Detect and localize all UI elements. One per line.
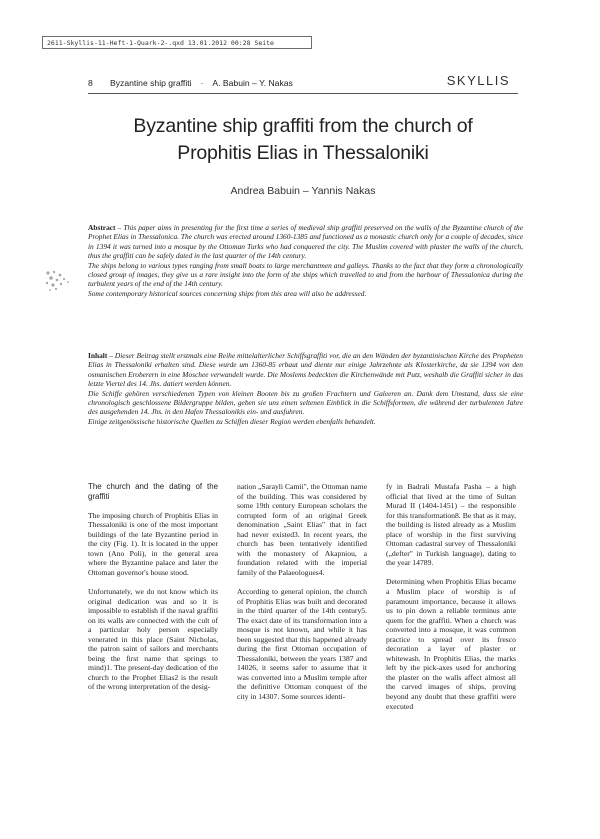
body-column-2 [237,482,367,711]
inhalt-block [88,351,523,426]
title-line-2: Prophitis Elias in Thessaloniki [177,142,429,164]
col2-paragraph-2: According to general opinion, the church of Prophitis Elias was built and decorated in the third quarter of the 14th century5. The exact date of its transformation into a mosque is not known, and while it has been suggested that this happened already during the first Ottoman occupation of Thessaloniki, between the years 1387 and 14026, it seems safer to assume that it was converted into a Muslim temple after the definitive Ottoman conquest of the city in 14307. Some sources identi- [237,586,367,701]
abstract-block [88,223,523,298]
title-line-1: Byzantine ship graffiti from the church of [133,115,473,137]
page-number: 8 [88,78,93,88]
inhalt-text-3: Einige zeitgenössische historische Quellen zu Schiffen dieser Region werden ebenfalls behandelt. [88,416,376,426]
article-title [88,113,518,167]
abstract-text-1: – This paper aims in presenting for the first time a series of medieval ship graffiti preserved on the walls of the Byzantine church of the Prophet Elias in Thessalonica. The church was erected around 1360-1385 and functioned as a monastic church only for a couple of decades, since in 1394 it was turned into a mosque by the Ottoman Turks who had conquered the city. The Muslim covered with plaster the walls of the church, thus the graffiti can be safely dated in the last quarter of the 14th century. [88,223,523,261]
inhalt-label: Inhalt [88,351,108,360]
running-title: Byzantine ship graffiti [110,78,192,88]
inhalt-text-1: – Dieser Beitrag stellt erstmals eine Reihe mittelalterlicher Schiffsgraffiti vor, die an den Wänden der byzantinischen Kirche des Propheten Elias in Thessaloniki erhalten sind. Diese wurde um 1360-85 erbaut und diente nur einige Jahrzehnte als Klosterkirche, da sie 1394 von den osmanischen Eroberern in eine Moschee verwandelt wurde. Die Moslems bedeckten die Kirchenwände mit Putz, weshalb die Graffiti sicher in das letzte Viertel des 14. Jhs. datiert werden können. [88,351,523,389]
abstract-paragraph [88,223,523,261]
col3-paragraph-2: Determining when Prophitis Elias became a Muslim place of worship is of paramount importance, because it allows us to pin down a reliable terminus ante quem for the graffiti. When a church was converted into a mosque, it was common practice to spread over its fresco decoration a layer of plaster or whitewash. In Prophitis Elias, the marks left by the pick-axes used for anchoring the plaster on the walls affect almost all the carved images of ships, proving beyond any doubt that these graffiti were executed [386,577,516,711]
col1-paragraph-1: The imposing church of Prophitis Elias in Thessaloniki is one of the most important buildings of the late Byzantine period in the city (Fig. 1). It is located in the upper town (Ano Poli), in the general area where the Byzantine palace and later the Ottoman governor's house stood. [88,510,218,577]
body-column-3 [386,482,516,721]
article-authors: Andrea Babuin – Yannis Nakas [230,185,376,197]
running-authors: A. Babuin – Y. Nakas [212,78,293,88]
section-heading: The church and the dating of the graffiti [88,482,218,501]
inhalt-text-2: Die Schiffe gehören verschiedenen Typen von kleinen Booten bis zu großen Frachtern und Galeeren an. Dank dem Umstand, dass sie eine chronologisch geschlossene Bildergruppe bilden, geben sie uns einen seltenen Einblick in die Schiffsformen, die während der turbulenten Jahre des ausgehenden 14. Jhs. in den Hafen Thessalonikis ein- und ausfuhren. [88,388,523,417]
body-column-1 [88,482,218,702]
abstract-label: Abstract [88,223,116,232]
abstract-text-3: Some contemporary historical sources concerning ships from this area will also be addressed. [88,288,367,298]
abstract-text-2: The ships belong to various types ranging from small boats to large merchantmen and galleys. Thanks to the fact that they form a chronologically closed group of images, they give us a rare insight into the form of the ships which travelled to and from the harbour of Thessalonica during the turbulent years of the end of the 14th century. [88,260,523,289]
col3-paragraph-1: fy in Badrali Mustafa Pasha – a high official that lived at the time of Sultan Murad II (1404-1451) – the responsible for this transformation8. Be that as it may, the building is listed already as a Muslim place of worship in the first surviving Ottoman cadastral survey of Thessaloniki („defter" in Turkish language), dating to the year 14789. [386,482,516,568]
col2-paragraph-1: nation „Sarayli Camii", the Ottoman name of the building. This was considered by some 19th century European scholars the corrupted form of an original Greek denomination „Saint Elias" that in fact had never existed3. In recent years, the church has been tentatively identified with the monastery of Akapniou, a foundation related with the imperial family of the Palaeologues4. [237,482,368,577]
journal-name: SKYLLIS [446,73,510,88]
inhalt-paragraph [88,351,523,389]
header-dot: · [200,78,204,88]
print-slug: 2611-Skyllis-11-Heft-1-Quark-2-.qxd 13.01.2012 00:28 Seite [42,36,312,49]
col1-paragraph-2: Unfortunately, we do not know which its original dedication was and so it is impossible to establish if the naval graffiti on its walls are connected with the cult of a particular holy person especially venerated in this place (Saint Nicholas, the patron saint of sailors and merchants being the first name that springs to mind)1. The present-day dedication of the church to the Prophet Elias2 is the result of the wrong interpretation of the desig- [88,587,218,692]
header-rule [88,93,518,94]
scan-smudge [42,268,76,294]
